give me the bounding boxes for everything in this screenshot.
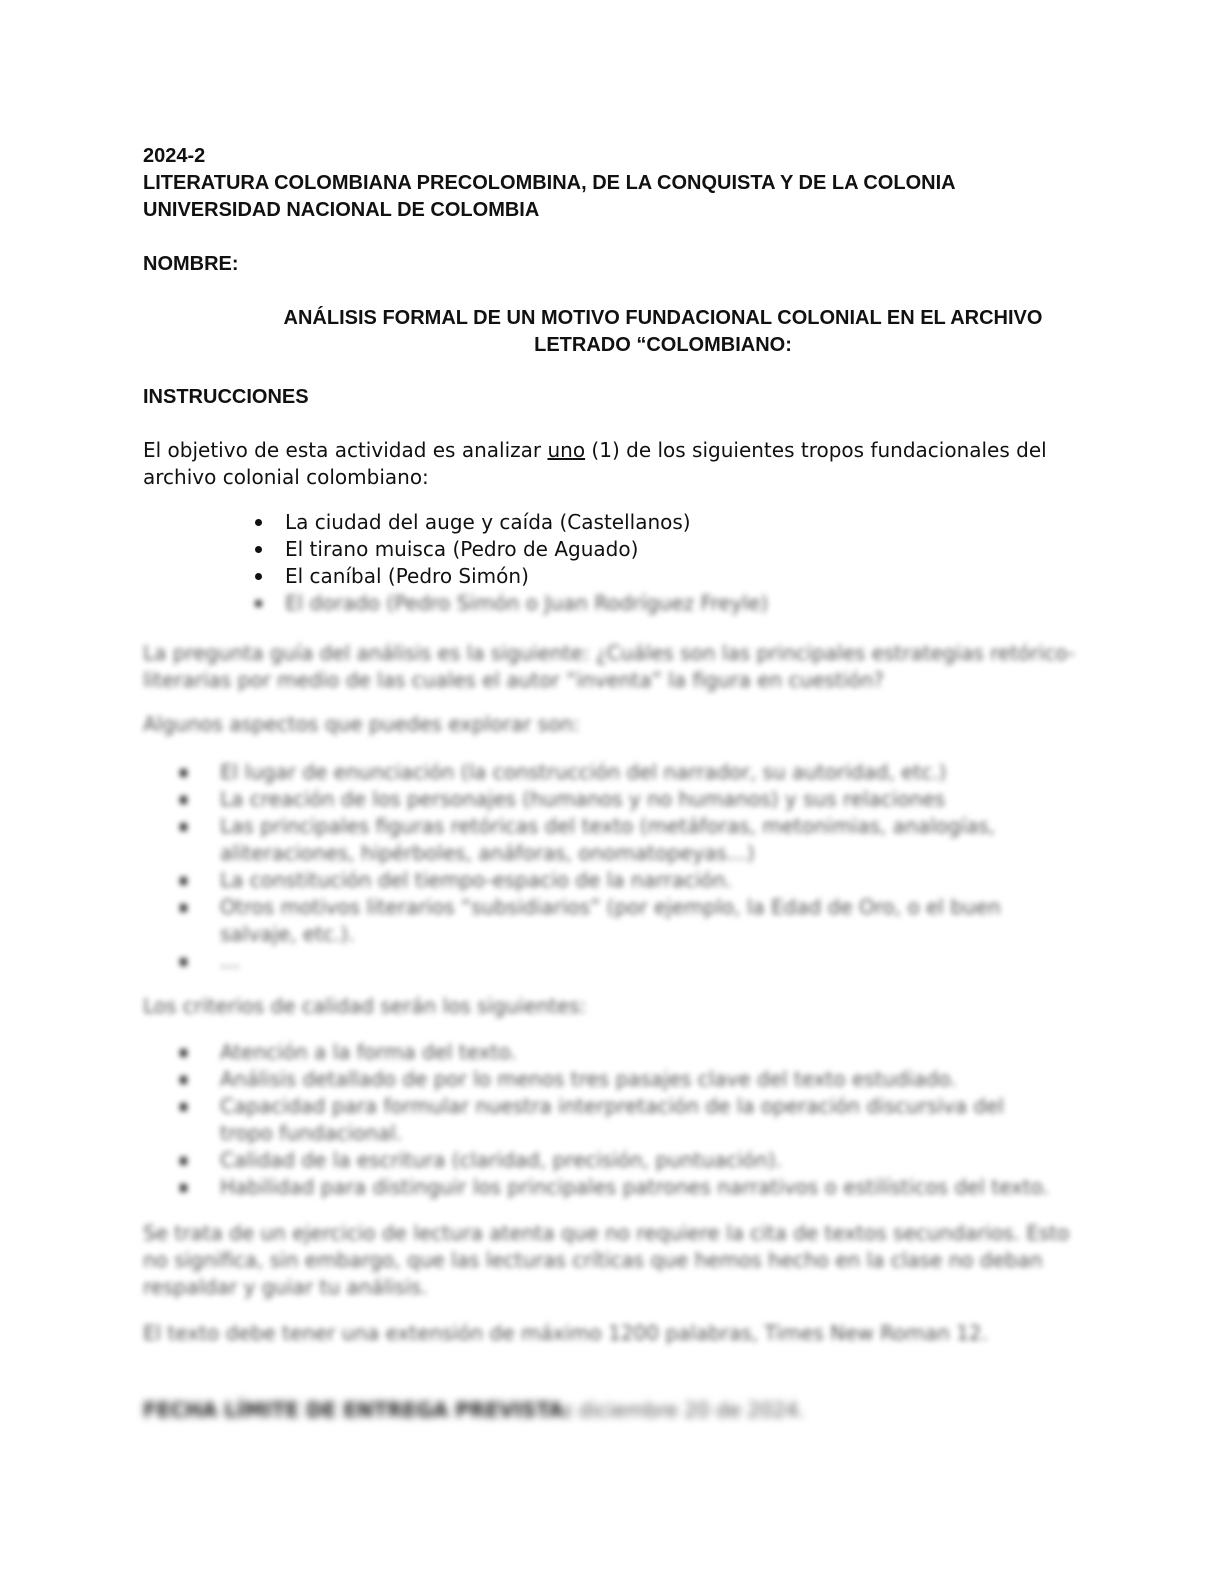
course-title: LITERATURA COLOMBIANA PRECOLOMBINA, DE LA CONQUISTA Y DE LA COLONIA (143, 172, 956, 194)
list-item: … (180, 948, 1060, 975)
aspects-list (180, 759, 1060, 975)
length-requirement: El texto debe tener una extensión de máximo 1200 palabras, Times New Roman 12. (143, 1321, 988, 1345)
list-item: El lugar de enunciación (la construcción del narrador, su autoridad, etc.) (180, 759, 1060, 786)
list-item: Análisis detallado de por lo menos tres pasajes clave del texto estudiado. (180, 1066, 1060, 1093)
assignment-title-line1: ANÁLISIS FORMAL DE UN MOTIVO FUNDACIONAL COLONIAL EN EL ARCHIVO (283, 307, 1043, 329)
list-item: El dorado (Pedro Simón o Juan Rodríguez Freyle) (255, 590, 768, 617)
criteria-list (180, 1039, 1060, 1201)
list-item: Calidad de la escritura (claridad, precisión, puntuación). (180, 1147, 1060, 1174)
intro-paragraph (143, 437, 1083, 491)
deadline-label: FECHA LÍMITE DE ENTREGA PREVISTA: (143, 1398, 573, 1422)
tropes-list (255, 509, 768, 617)
list-item: Atención a la forma del texto. (180, 1039, 1060, 1066)
list-item: La ciudad del auge y caída (Castellanos) (255, 509, 768, 536)
list-item: El caníbal (Pedro Simón) (255, 563, 768, 590)
list-item: Otros motivos literarios “subsidiarios” (por ejemplo, la Edad de Oro, o el buen salvaje, etc.). (180, 894, 1060, 948)
aspects-intro: Algunos aspectos que puedes explorar son: (143, 712, 580, 736)
list-item: Las principales figuras retóricas del texto (metáforas, metonimias, analogías, aliteraciones, hipérboles, anáforas, onomatopeyas…) (180, 813, 1060, 867)
intro-text-after: (1) de los siguientes tropos fundacionales del archivo colonial colombiano: (143, 438, 1047, 489)
intro-text-before: El objetivo de esta actividad es analizar (143, 438, 548, 462)
university-name: UNIVERSIDAD NACIONAL DE COLOMBIA (143, 199, 540, 221)
list-item: El tirano muisca (Pedro de Aguado) (255, 536, 768, 563)
instructions-heading: INSTRUCCIONES (143, 386, 309, 408)
deadline-line (143, 1397, 1083, 1424)
criteria-intro: Los criterios de calidad serán los siguientes: (143, 994, 587, 1018)
list-item: La constitución del tiempo-espacio de la narración. (180, 867, 1060, 894)
assignment-title-line2: LETRADO “COLOMBIANO: (534, 334, 792, 356)
secondary-sources-note: Se trata de un ejercicio de lectura atenta que no requiere la cita de textos secundarios. Esto no significa, sin embargo, que las lecturas críticas que hemos hecho en la clase no deban respaldar y guiar tu análisis. (143, 1221, 1070, 1299)
term-label: 2024-2 (143, 145, 206, 167)
deadline-value: diciembre 20 de 2024. (578, 1398, 805, 1422)
guiding-question: La pregunta guía del análisis es la siguiente: ¿Cuáles son las principales estrategias retórico-literarias por medio de las cuales el autor “inventa” la figura en cuestión? (143, 641, 1075, 692)
list-item: Capacidad para formular nuestra interpretación de la operación discursiva del tropo fundacional. (180, 1093, 1060, 1147)
intro-underlined-word: uno (547, 438, 586, 462)
list-item: La creación de los personajes (humanos y no humanos) y sus relaciones (180, 786, 1060, 813)
list-item: Habilidad para distinguir los principales patrones narrativos o estilísticos del texto. (180, 1174, 1060, 1201)
name-label: NOMBRE: (143, 253, 239, 275)
